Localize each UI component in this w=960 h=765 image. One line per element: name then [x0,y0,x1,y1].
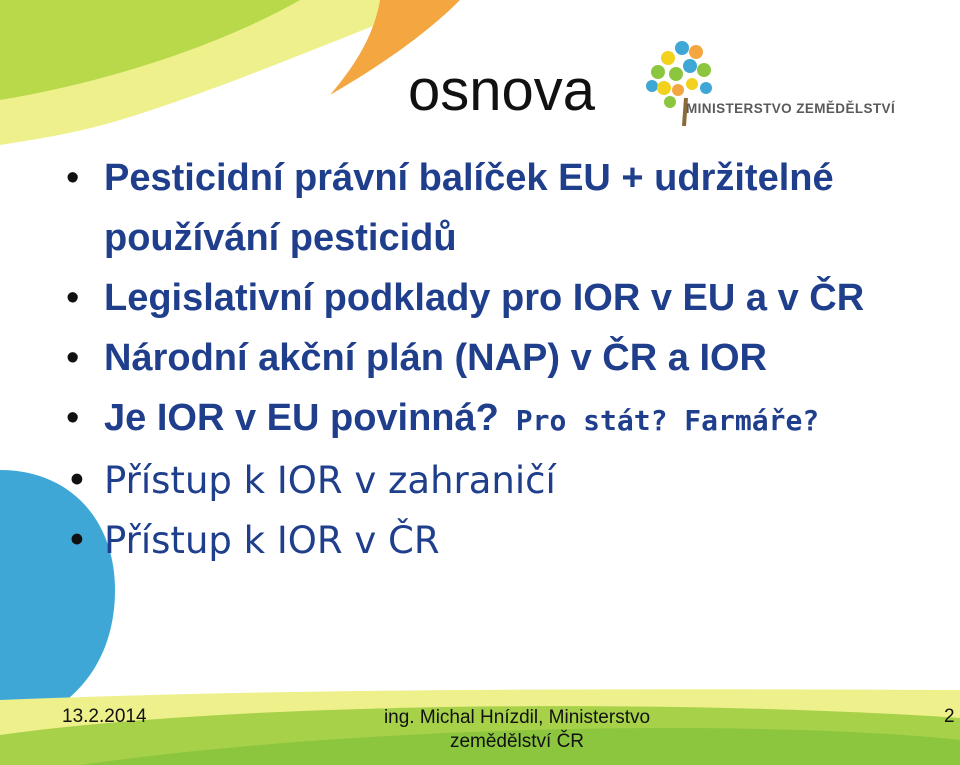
footer-author-line: zemědělství ČR [449,731,585,752]
bullet-item: • Národní akční plán (NAP) v ČR a IOR [60,328,950,388]
footer-date: 13.2.2014 [62,706,147,727]
slide-title: osnova [408,58,596,123]
bullet-item: • Přístup k IOR v ČR [60,511,950,571]
bullet-list [60,148,950,571]
footer-author-line: ing. Michal Hnízdil, Ministerstvo [383,707,651,728]
footer-author [372,706,662,754]
logo-text: MINISTERSTVO ZEMĚDĚLSTVÍ [686,101,896,116]
bullet-small-text: Pro stát? Farmáře? [498,404,820,437]
bullet-item: • Legislativní podklady pro IOR v EU a v ČR [60,268,950,328]
bullet-item [60,388,950,451]
footer-page-number: 2 [944,706,955,727]
bullet-item: • Přístup k IOR v zahraničí [60,451,950,511]
bullet-main-text: Je IOR v EU povinná? [104,397,499,439]
bullet-item: • Pesticidní právní balíček EU + udržitelné používání pesticidů [60,148,950,268]
